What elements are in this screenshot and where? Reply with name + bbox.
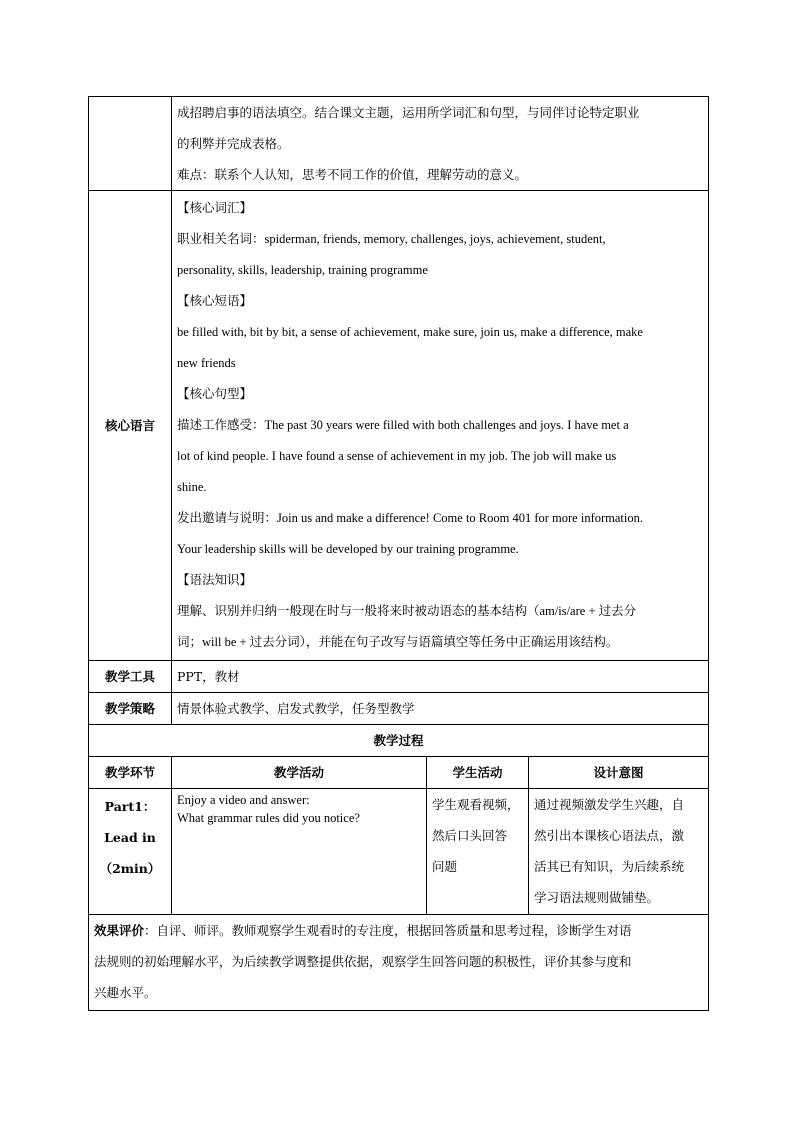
- process-title-row: [89, 725, 709, 757]
- intent-line: 学习语法规则做铺垫。: [534, 890, 660, 905]
- grammar-line: 理解、识别并归纳一般现在时与一般将来时被动语态的基本结构（am/is/are + 过去分: [177, 604, 637, 618]
- part1-name: Part1：: [104, 799, 156, 814]
- part1-activity: [172, 789, 427, 915]
- objectives-line: 的利弊并完成表格。: [177, 136, 290, 151]
- header-stage: 教学环节: [89, 757, 172, 789]
- process-title: 教学过程: [89, 725, 709, 757]
- vocab-line: 职业相关名词：spiderman, friends, memory, challenges, joys, achievement, student,: [177, 232, 606, 246]
- intent-line: 活其已有知识，为后续系统: [534, 859, 685, 874]
- student-line: 问题: [432, 859, 458, 874]
- strategy-label: 教学策略: [89, 693, 172, 725]
- part1-row: [89, 789, 709, 915]
- evaluation-content: [89, 915, 709, 1011]
- objectives-label-cell: [89, 97, 172, 191]
- header-student: 学生活动: [427, 757, 529, 789]
- grammar-heading: 【语法知识】: [177, 573, 253, 587]
- tools-row: [89, 661, 709, 693]
- core-language-row: [89, 191, 709, 661]
- activity-line: What grammar rules did you notice?: [177, 811, 360, 825]
- grammar-line: 词；will be + 过去分词），并能在句子改写与语篇填空等任务中正确运用该结构。: [177, 635, 619, 649]
- evaluation-line: 法规则的初始理解水平，为后续教学调整提供依据，观察学生回答问题的积极性，评价其参与度和: [94, 954, 632, 969]
- core-language-content: [172, 191, 709, 661]
- objectives-line: 难点：联系个人认知，思考不同工作的价值，理解劳动的意义。: [177, 167, 528, 182]
- student-line: 学生观看视频，: [432, 797, 520, 812]
- strategy-row: [89, 693, 709, 725]
- sentence-line: 发出邀请与说明：Join us and make a difference! Come to Room 401 for more information.: [177, 511, 643, 525]
- evaluation-label: 效果评价: [94, 923, 145, 938]
- part1-sub: Lead in: [104, 830, 156, 845]
- phrase-line: be filled with, bit by bit, a sense of achievement, make sure, join us, make a difference, make: [177, 325, 643, 339]
- part1-intent: [529, 789, 709, 915]
- sentence-line: 描述工作感受：The past 30 years were filled with both challenges and joys. I have met a: [177, 418, 629, 432]
- vocab-heading: 【核心词汇】: [177, 201, 253, 215]
- part1-stage: [89, 789, 172, 915]
- sentence-line: Your leadership skills will be developed by our training programme.: [177, 542, 519, 556]
- vocab-line: personality, skills, leadership, training programme: [177, 263, 428, 277]
- intent-line: 通过视频激发学生兴趣，自: [534, 797, 685, 812]
- activity-line: Enjoy a video and answer:: [177, 793, 310, 807]
- evaluation-line: [94, 915, 703, 946]
- intent-line: 然引出本课核心语法点，激: [534, 828, 685, 843]
- phrase-heading: 【核心短语】: [177, 294, 253, 308]
- evaluation-text: ：自评、师评。教师观察学生观看时的专注度，根据回答质量和思考过程，诊断学生对语: [144, 923, 632, 938]
- evaluation-row: [89, 915, 709, 1011]
- evaluation-line: 兴趣水平。: [94, 985, 157, 1000]
- lesson-plan-table: [88, 96, 709, 1011]
- strategy-value: 情景体验式教学、启发式教学，任务型教学: [172, 693, 709, 725]
- sentence-line: shine.: [177, 480, 207, 494]
- part1-time: （2min）: [99, 861, 161, 876]
- tools-value: PPT，教材: [172, 661, 709, 693]
- header-activity: 教学活动: [172, 757, 427, 789]
- header-intent: 设计意图: [529, 757, 709, 789]
- part1-student: [427, 789, 529, 915]
- tools-label: 教学工具: [89, 661, 172, 693]
- sentence-heading: 【核心句型】: [177, 387, 253, 401]
- student-line: 然后口头回答: [432, 828, 508, 843]
- objectives-content: [172, 97, 709, 191]
- sentence-line: lot of kind people. I have found a sense of achievement in my job. The job will make us: [177, 449, 617, 463]
- phrase-line: new friends: [177, 356, 236, 370]
- objectives-row: [89, 97, 709, 191]
- objectives-line: 成招聘启事的语法填空。结合课文主题，运用所学词汇和句型，与同伴讨论特定职业: [177, 105, 640, 120]
- process-header-row: [89, 757, 709, 789]
- core-language-label: 核心语言: [89, 191, 172, 661]
